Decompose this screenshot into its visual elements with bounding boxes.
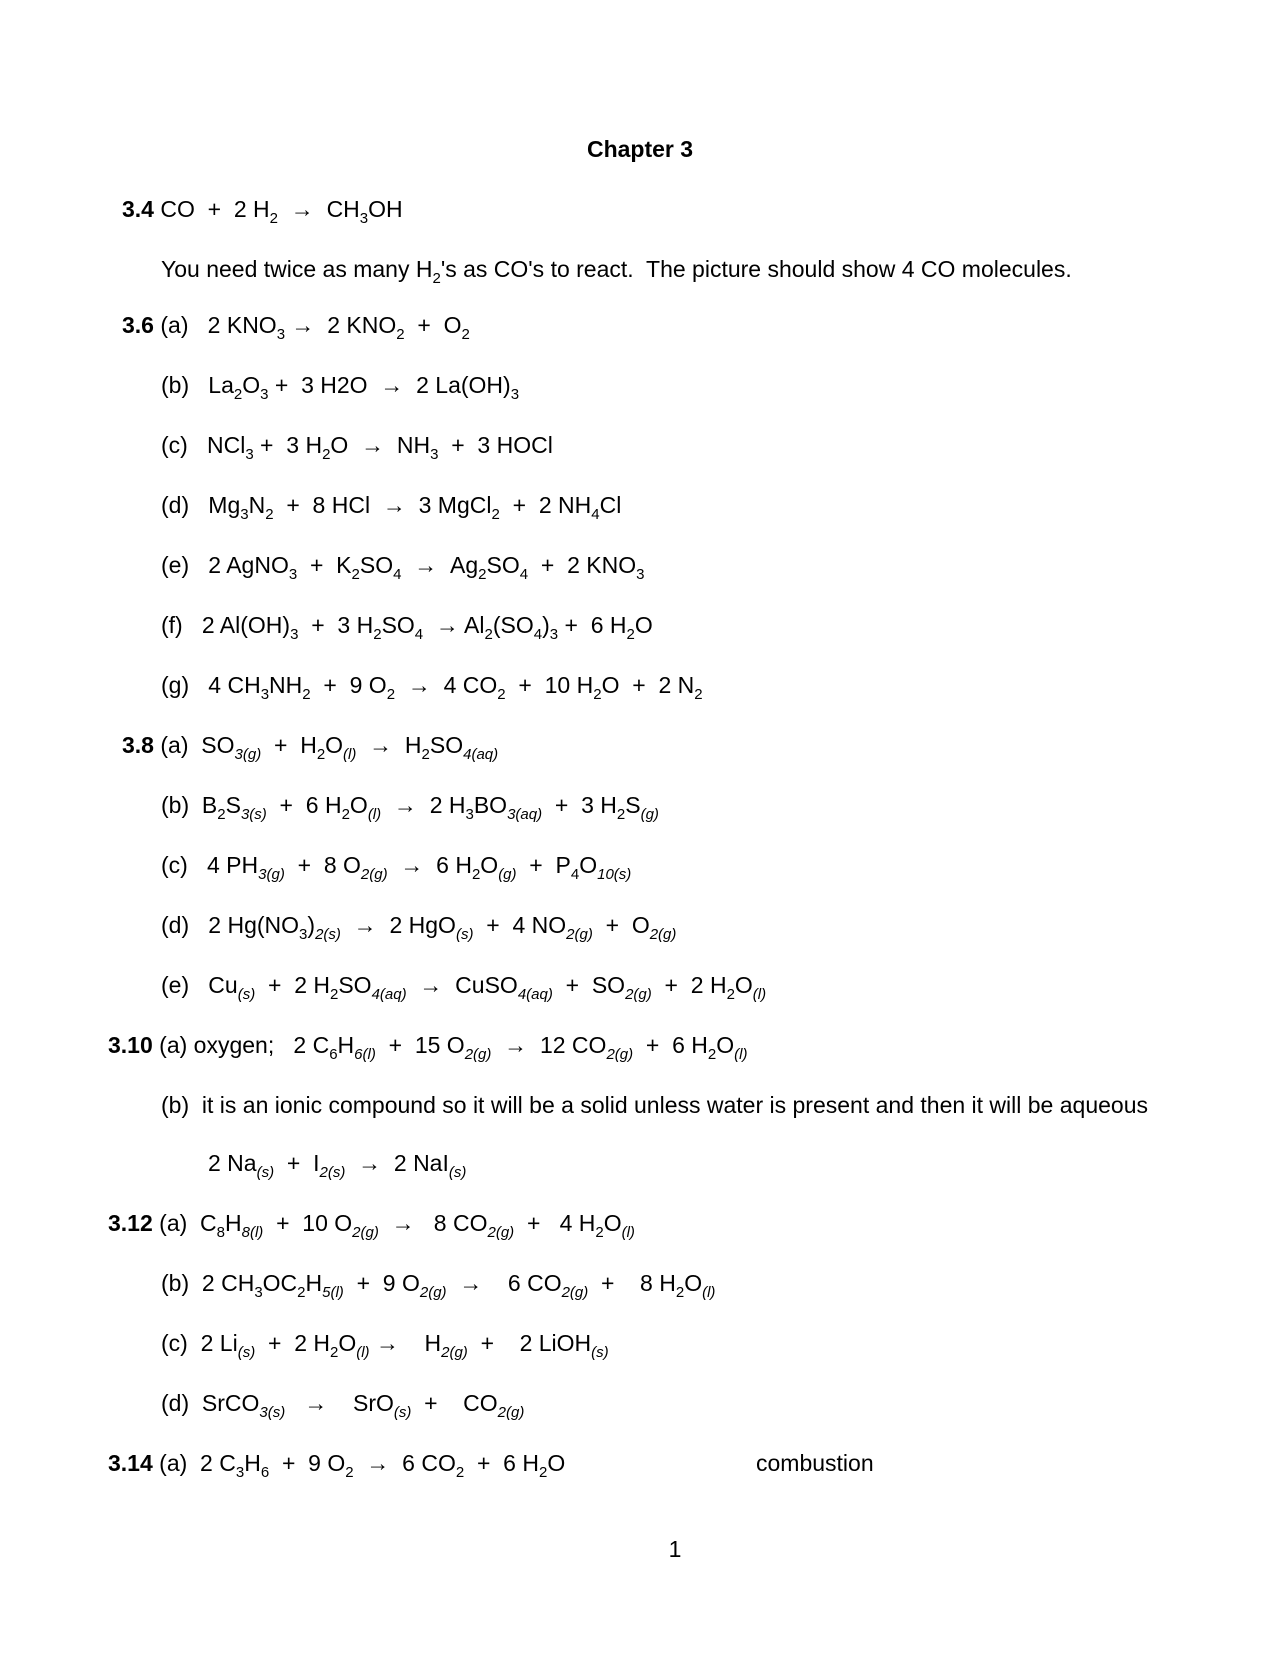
part-label: (a) xyxy=(159,1032,188,1058)
problem-3-12-a: 3.12 (a) $C_8H_{8(l)} + 10$ $O_{2(g)} \to 8$ $CO_{2(g)} + 4$ $H_2O_{(l)}$ xyxy=(108,1210,635,1241)
part-label: (c) xyxy=(161,432,188,458)
problem-3-10-b-equation: 2 $Na_{(s)} + I_{2(s)} \to 2$ NaI$_{(s)}$ xyxy=(208,1150,467,1181)
part-label: (e) xyxy=(161,972,190,998)
problem-3-6-c: (c) NCl$_3$ + 3 $H_2O \to NH_3 + 3$ HOCl xyxy=(161,432,553,463)
problem-3-6-a: 3.6 (a) 2 $KNO_3 \to 2$ $KNO_2 + O_2$ xyxy=(122,312,470,343)
part-label: (d) xyxy=(161,492,190,518)
part-label: (e) xyxy=(161,552,190,578)
problem-3-10-b xyxy=(161,1090,1148,1120)
part-label: (a) xyxy=(160,312,189,338)
part-label: (a) xyxy=(159,1210,188,1236)
problem-3-8-b: (b) $B_2S_{3(s)} + 6$ $H_2O_{(l)} \to 2$ $H_3BO_{3(aq)} + 3$ $H_2S_{(g)}$ xyxy=(161,792,659,823)
problem-number: 3.8 xyxy=(122,732,154,758)
problem-3-6-g: (g) 4 $CH_3NH_2 + 9$ $O_2 \to 4$ $CO_2 + 10$ $H_2O + 2$ $N_2$ xyxy=(161,672,703,703)
reaction-type-note: combustion xyxy=(756,1450,874,1476)
part-label: (a) xyxy=(159,1450,188,1476)
part-label: (a) xyxy=(160,732,189,758)
problem-number: 3.10 xyxy=(108,1032,153,1058)
part-label: (b) xyxy=(161,1270,190,1296)
page-title: Chapter 3 xyxy=(586,136,694,162)
part-label: (d) xyxy=(161,1390,190,1416)
problem-3-4-equation: 3.4 CO + 2 $H_2 \to CH_3OH$ xyxy=(122,196,403,227)
problem-3-12-b: (b) 2 $CH_3OC_2H_{5(l)} + 9$ $O_{2(g)}$ → 6 $CO_{2(g)}$ + 8 $H_2O_{(l)}$ xyxy=(161,1270,716,1301)
problem-number: 3.12 xyxy=(108,1210,153,1236)
problem-3-6-d: (d) $Mg_3N_2 + 8$ HCl → 3 MgCl$_2$ + 2 $NH_4Cl$ xyxy=(161,492,622,523)
problem-3-8-a: 3.8 (a) $SO_{3(g)} + H_2O_{(l)} \to H_2SO_{4(aq)}$ xyxy=(122,732,499,763)
page-number: 1 xyxy=(668,1536,682,1562)
part-label: (c) xyxy=(161,1330,188,1356)
part-label: (b) xyxy=(161,1092,190,1118)
problem-3-6-b: (b) $La_2O_3 + 3$ H2O → 2 $La(OH)_3$ xyxy=(161,372,520,403)
problem-number: 3.14 xyxy=(108,1450,153,1476)
problem-3-8-c: (c) 4 $PH_{3(g)} + 8$ $O_{2(g)} \to 6$ $H_2O_{(g)} + P_4O_{10(s)}$ xyxy=(161,852,632,883)
problem-number: 3.4 xyxy=(122,196,154,222)
part-label: (b) xyxy=(161,792,190,818)
problem-3-12-d: (d) SrCO$_{3(s)}$ → SrO$_{(s)}$ + $CO_{2(g)}$ xyxy=(161,1390,525,1421)
problem-3-6-e: (e) 2 AgNO$_3$ + $K_2SO_4 \to Ag_2SO_4 + 2$ $KNO_3$ xyxy=(161,552,645,583)
part-label: (f) xyxy=(161,612,183,638)
part-label: (g) xyxy=(161,672,190,698)
problem-number: 3.6 xyxy=(122,312,154,338)
part-label: (b) xyxy=(161,372,190,398)
problem-3-10-a: 3.10 (a) oxygen; 2 $C_6H_{6(l)} + 15$ $O_{2(g)} \to 12$ $CO_{2(g)} + 6$ $H_2O_{(l)}$ xyxy=(108,1032,748,1063)
part-label: (d) xyxy=(161,912,190,938)
answer-text: oxygen; xyxy=(193,1032,275,1058)
problem-3-8-e: (e) $Cu_{(s)} + 2$ $H_2SO_{4(aq)}$ → CuSO$_{4(aq)}$ + $SO_{2(g)} + 2$ $H_2O_{(l)}$ xyxy=(161,972,767,1003)
part-label: (c) xyxy=(161,852,188,878)
problem-3-14-a: 3.14 (a) 2 $C_3H_6 + 9$ $O_2 \to 6$ $CO_2 + 6$ $H_2O$ xyxy=(108,1450,566,1481)
problem-3-6-f: (f) 2 $Al(OH)_3 + 3$ $H_2SO_4 \to Al_2(SO_4)_3 + 6$ $H_2O$ xyxy=(161,612,653,643)
answer-text: it is an ionic compound so it will be a solid unless water is present and then it will be aqueous xyxy=(201,1092,1148,1118)
problem-3-12-c: (c) 2 $Li_{(s)} + 2$ $H_2O_{(l)}$ → $H_{2(g)}$ + 2 LiOH$_{(s)}$ xyxy=(161,1330,609,1361)
problem-3-4-explanation: You need twice as many $H_2's$ as CO's to react. The picture should show 4 CO molecules. xyxy=(161,256,1072,287)
problem-3-8-d: (d) 2 $Hg(NO_3)_{2(s)} \to 2$ HgO$_{(s)}$ + 4 $NO_{2(g)} + O_{2(g)}$ xyxy=(161,912,677,943)
